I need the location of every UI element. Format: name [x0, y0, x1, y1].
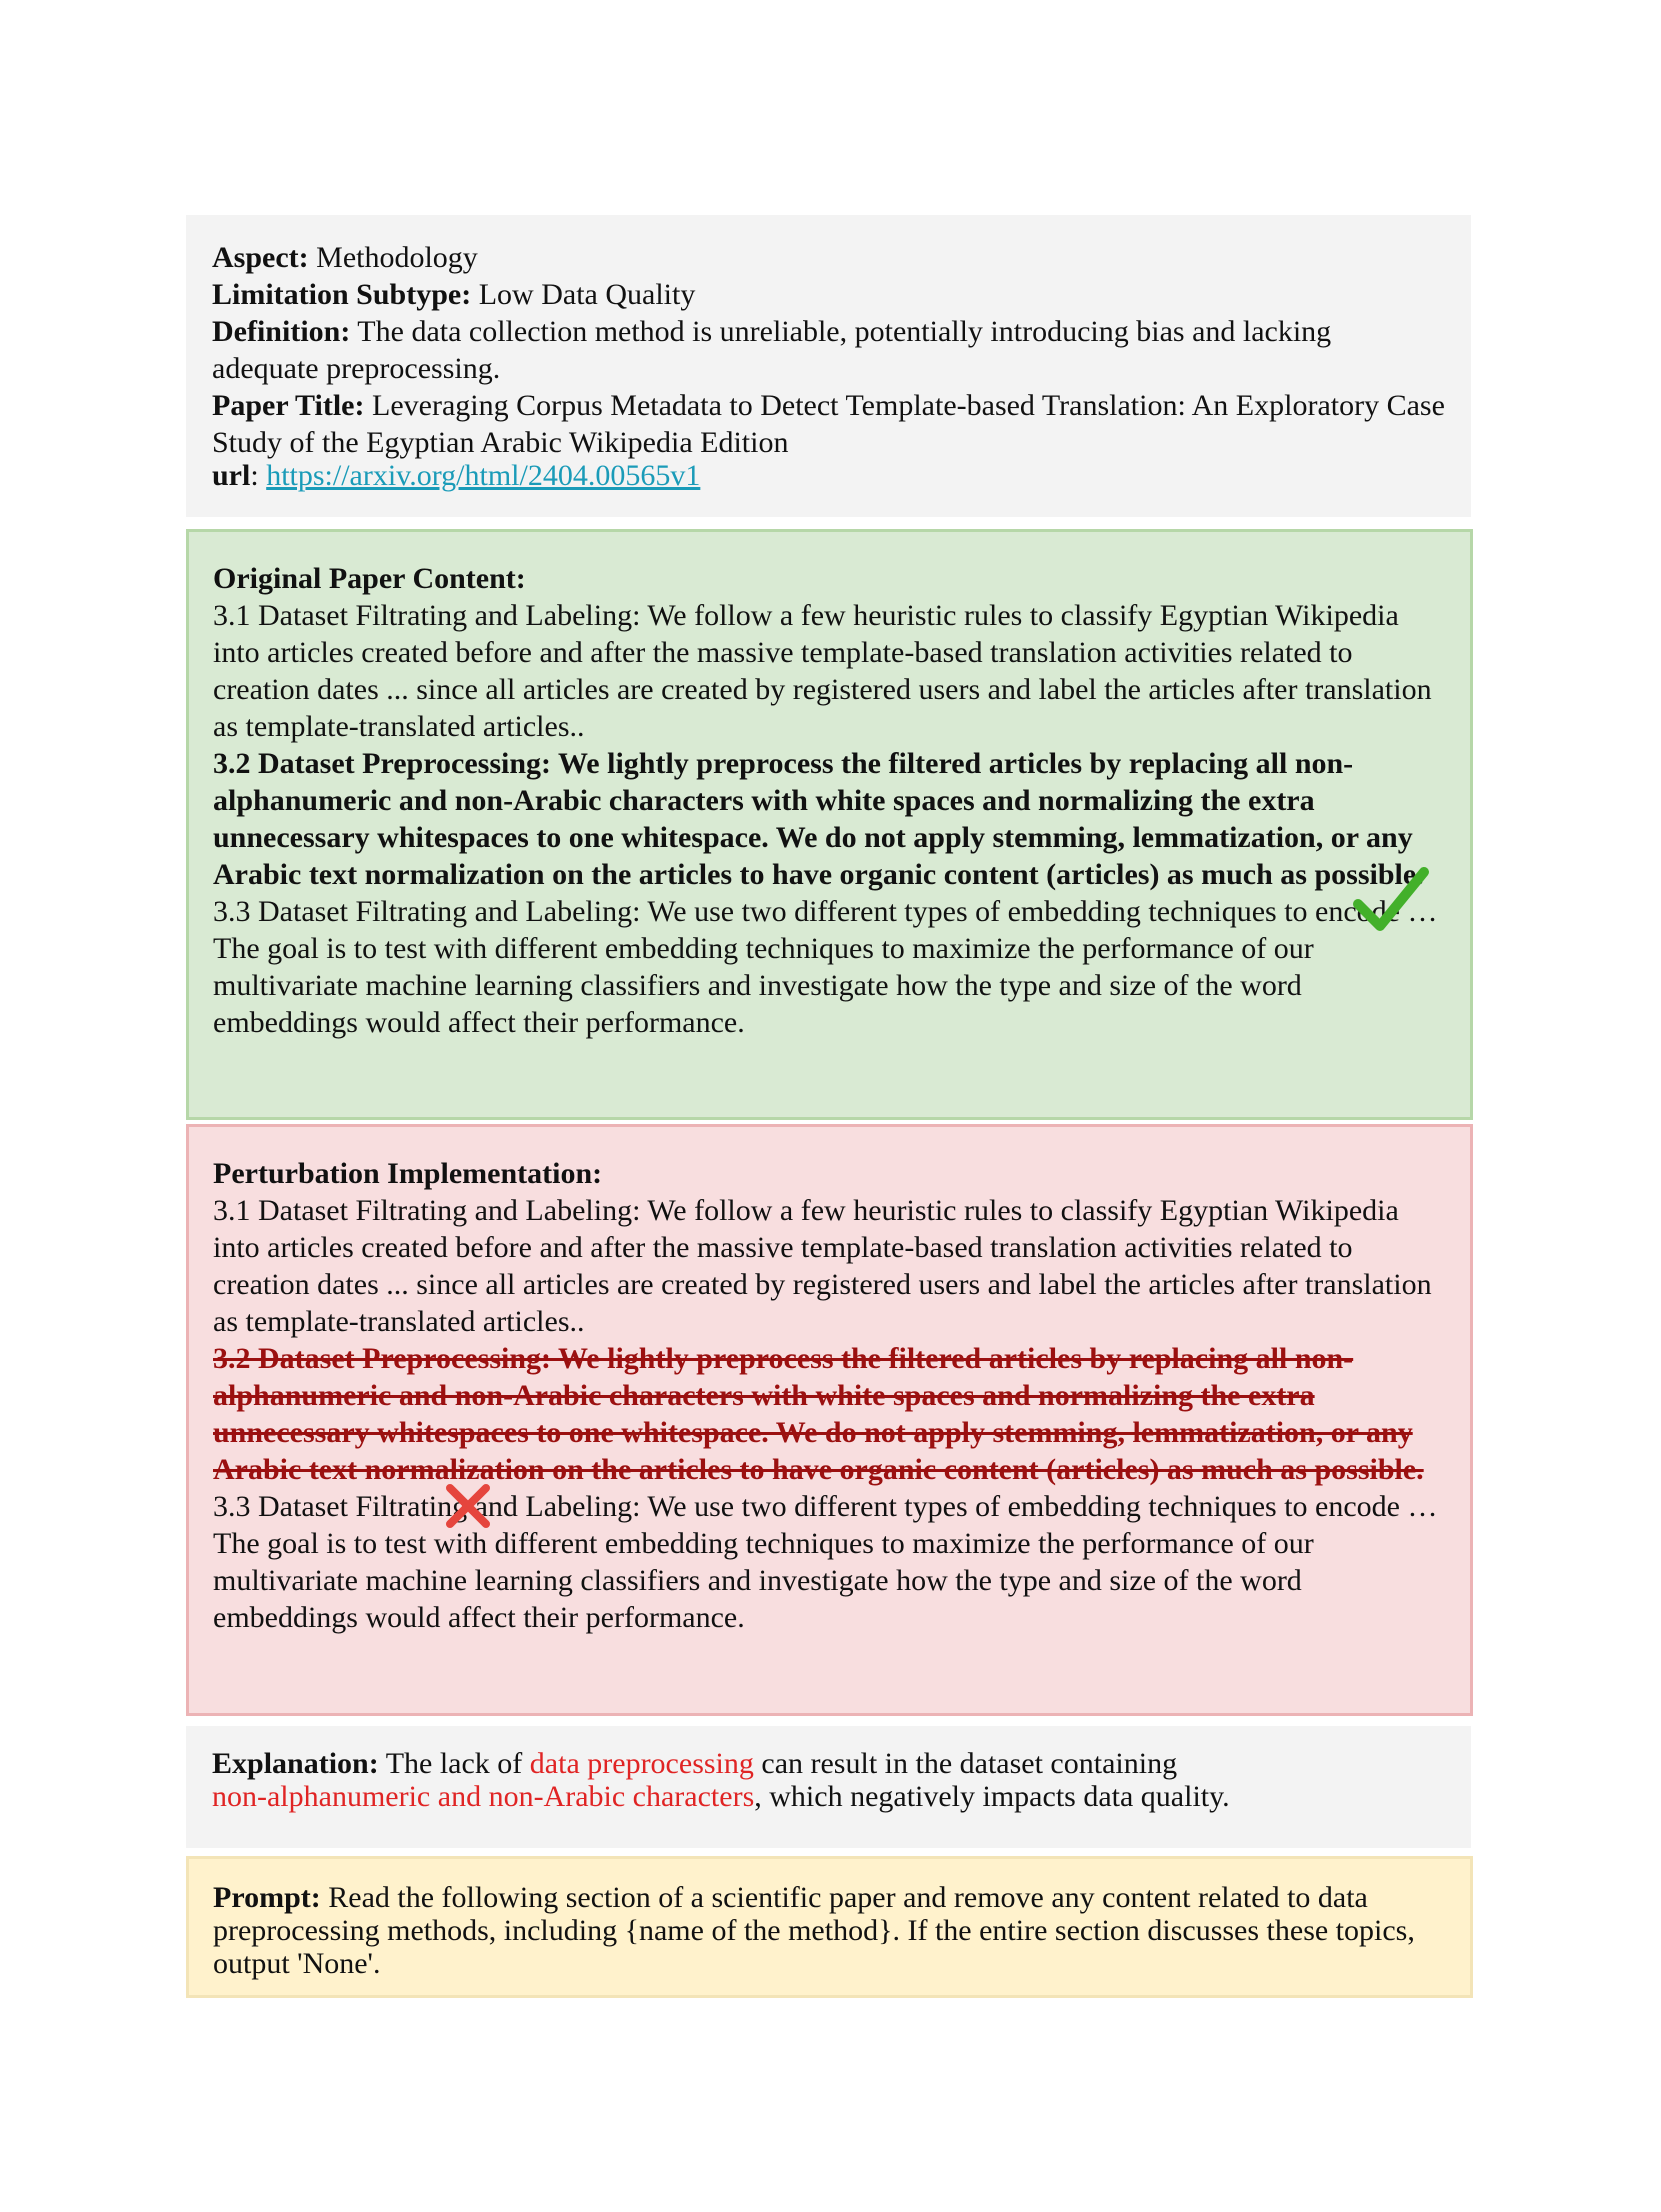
explanation-highlight-1: data preprocessing	[529, 1747, 754, 1780]
paper-url-link[interactable]: https://arxiv.org/html/2404.00565v1	[266, 459, 701, 492]
prompt-text	[213, 1881, 1446, 1980]
explanation-label: Explanation:	[212, 1747, 379, 1780]
original-heading: Original Paper Content:	[213, 562, 526, 595]
paper-title-line	[212, 387, 1445, 461]
original-section-3-3: 3.3 Dataset Filtrating and Labeling: We use two different types of embedding techniques to encode … The goal is to test with different embedding techniques to maximize the performance of our multivariate machine learning classifiers and investigate how the type and size of the word embeddings would affect their performance.	[213, 895, 1438, 1039]
prompt-label: Prompt:	[213, 1881, 321, 1914]
perturbation-heading: Perturbation Implementation:	[213, 1157, 603, 1190]
prompt-box	[186, 1856, 1473, 1998]
paper-title-label: Paper Title:	[212, 389, 365, 422]
aspect-line	[212, 239, 1445, 276]
explanation-highlight-2: non-alphanumeric and non-Arabic characters	[212, 1780, 755, 1813]
explanation-part-2: can result in the dataset containing	[761, 1747, 1178, 1780]
aspect-value: Methodology	[316, 241, 478, 274]
subtype-label: Limitation Subtype:	[212, 278, 472, 311]
explanation-part-3: , which negatively impacts data quality.	[754, 1780, 1230, 1813]
perturbation-section-3-3: 3.3 Dataset Filtrating and Labeling: We use two different types of embedding techniques to encode … The goal is to test with different embedding techniques to maximize the performance of our multivariate machine learning classifiers and investigate how the type and size of the word embeddings would affect their performance.	[213, 1490, 1438, 1634]
perturbation-box	[186, 1124, 1473, 1716]
checkmark-icon	[1352, 864, 1430, 936]
definition-value: The data collection method is unreliable, potentially introducing bias and lacking adequate preprocessing.	[212, 315, 1332, 385]
subtype-value: Low Data Quality	[478, 278, 696, 311]
explanation-box	[186, 1726, 1471, 1848]
original-section-3-1: 3.1 Dataset Filtrating and Labeling: We follow a few heuristic rules to classify Egyptian Wikipedia into articles created before and after the massive template-based translation activities related to creation dates ... since all articles are created by registered users and label the articles after translation as template-translated articles..	[213, 599, 1432, 743]
url-label: url	[212, 459, 251, 492]
url-line	[212, 457, 1445, 494]
prompt-body: Read the following section of a scientific paper and remove any content related to data preprocessing methods, including {name of the method}. If the entire section discusses these topics, output 'None'.	[213, 1881, 1415, 1980]
explanation-text	[212, 1747, 1445, 1813]
definition-line	[212, 313, 1445, 387]
perturbation-removed-section-3-2: 3.2 Dataset Preprocessing: We lightly preprocess the filtered articles by replacing all non-alphanumeric and non-Arabic characters with white spaces and normalizing the extra unnecessary whitespaces to one whitespace. We do not apply stemming, lemmatization, or any Arabic text normalization on the articles to have organic content (articles) as much as possible.	[213, 1342, 1424, 1486]
original-section-3-2: 3.2 Dataset Preprocessing: We lightly preprocess the filtered articles by replacing all non-alphanumeric and non-Arabic characters with white spaces and normalizing the extra unnecessary whitespaces to one whitespace. We do not apply stemming, lemmatization, or any Arabic text normalization on the articles to have organic content (articles) as much as possible.	[213, 747, 1424, 891]
paper-title-value: Leveraging Corpus Metadata to Detect Template-based Translation: An Exploratory Case Study of the Egyptian Arabic Wikipedia Edition	[212, 389, 1445, 459]
cross-icon	[442, 1482, 494, 1530]
original-content-box	[186, 529, 1473, 1120]
perturbation-section-3-1: 3.1 Dataset Filtrating and Labeling: We follow a few heuristic rules to classify Egyptian Wikipedia into articles created before and after the massive template-based translation activities related to creation dates ... since all articles are created by registered users and label the articles after translation as template-translated articles..	[213, 1194, 1432, 1338]
metadata-box	[186, 215, 1471, 517]
aspect-label: Aspect:	[212, 241, 309, 274]
explanation-part-1: The lack of	[385, 1747, 523, 1780]
definition-label: Definition:	[212, 315, 351, 348]
subtype-line	[212, 276, 1445, 313]
url-separator: :	[250, 459, 259, 492]
